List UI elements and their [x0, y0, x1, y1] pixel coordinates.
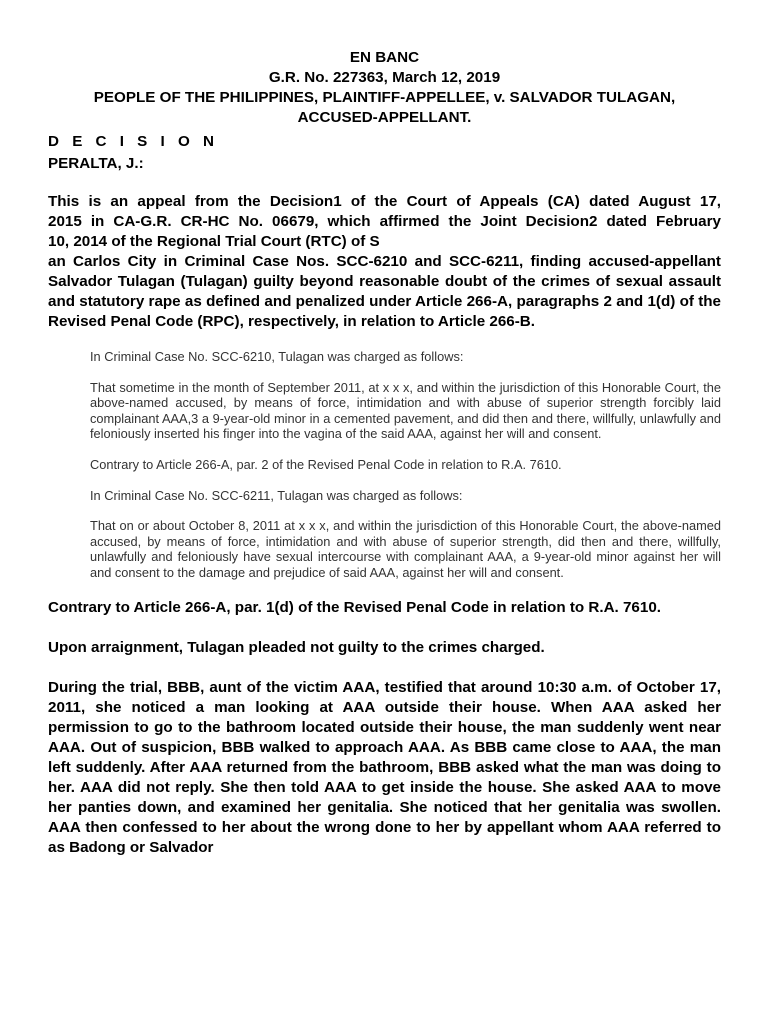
case-parties-line-2: ACCUSED-APPELLANT. [297, 109, 472, 126]
court-division: EN BANC [349, 49, 420, 66]
case-header [48, 0, 721, 128]
case-number: G.R. No. 227363, March 12, 2019 [268, 69, 501, 86]
quote-information-2: That on or about October 8, 2011 at x x x, and within the jurisdiction of this Honorable Court, the above-named accused, by means of force, intimidation and with abuse of superior strength, did then and there, willfully, unlawfully and feloniously have sexual intercourse with complainant AAA, a 9-year-old minor against her will and consent to the damage and prejudice of said AAA, against her will and consent. [90, 518, 721, 580]
quote-contrary-1: Contrary to Article 266-A, par. 2 of the Revised Penal Code in relation to R.A. 7610. [90, 456, 562, 472]
trial-paragraph: During the trial, BBB, aunt of the victim AAA, testified that around 10:30 a.m. of October 17, 2011, she noticed a man looking at AAA outside their house. When AAA asked her permission to go to the bathroom located outside their house, the man suddenly went near AAA. Out of suspicion, BBB walked to approach AAA. As BBB came close to AAA, the man left suddenly. After AAA returned from the bathroom, BBB asked what the man was doing to her. AAA did not reply. She then told AAA to get inside the house. She asked AAA to move her panties down, and examined her genitalia. She noticed that her genitalia was swollen. AAA then confessed to her about the wrong done to her by appellant whom AAA referred to as Badong or Salvador [48, 678, 721, 856]
contrary-paragraph: Contrary to Article 266-A, par. 1(d) of the Revised Penal Code in relation to R.A. 7610. [48, 598, 661, 616]
quote-information-1: That sometime in the month of September 2011, at x x x, and within the jurisdiction of this Honorable Court, the above-named accused, by means of force, intimidation and with abuse of superior strength forcibly laid complainant AAA,3 a 9-year-old minor in a cemented pavement, and did then and there, willfully, unlawfully and feloniously inserted his finger into the vagina of the said AAA, against her will and consent. [90, 379, 721, 442]
quote-charge-intro-2: In Criminal Case No. SCC-6211, Tulagan was charged as follows: [90, 487, 463, 503]
intro-rest: an Carlos City in Criminal Case Nos. SCC-6210 and SCC-6211, finding accused-appellant Salvador Tulagan (Tulagan) guilty beyond reasonable doubt of the crimes of sexual assault and statutory rape as defined and penalized under Article 266-A, paragraphs 2 and 1(d) of the Revised Penal Code (RPC), respectively, in relation to Article 266-B. [48, 253, 721, 330]
quote-charge-intro-1: In Criminal Case No. SCC-6210, Tulagan was charged as follows: [90, 349, 464, 364]
intro-line-2: 2015 in CA-G.R. CR-HC No. 06679, which affirmed the Joint Decision2 dated February [48, 213, 721, 230]
ponente: PERALTA, J.: [48, 155, 144, 172]
intro-line-1: This is an appeal from the Decision1 of the Court of Appeals (CA) dated August 17, [48, 193, 721, 210]
intro-paragraph [48, 192, 721, 332]
decision-label: D E C I S I O N [48, 133, 219, 150]
arraignment-paragraph: Upon arraignment, Tulagan pleaded not guilty to the crimes charged. [48, 638, 545, 656]
intro-line-3: 10, 2014 of the Regional Trial Court (RTC) of S [48, 233, 380, 250]
case-parties-line-1: PEOPLE OF THE PHILIPPINES, PLAINTIFF-APPELLEE, v. SALVADOR TULAGAN, [93, 89, 676, 106]
document-page [48, 0, 721, 858]
